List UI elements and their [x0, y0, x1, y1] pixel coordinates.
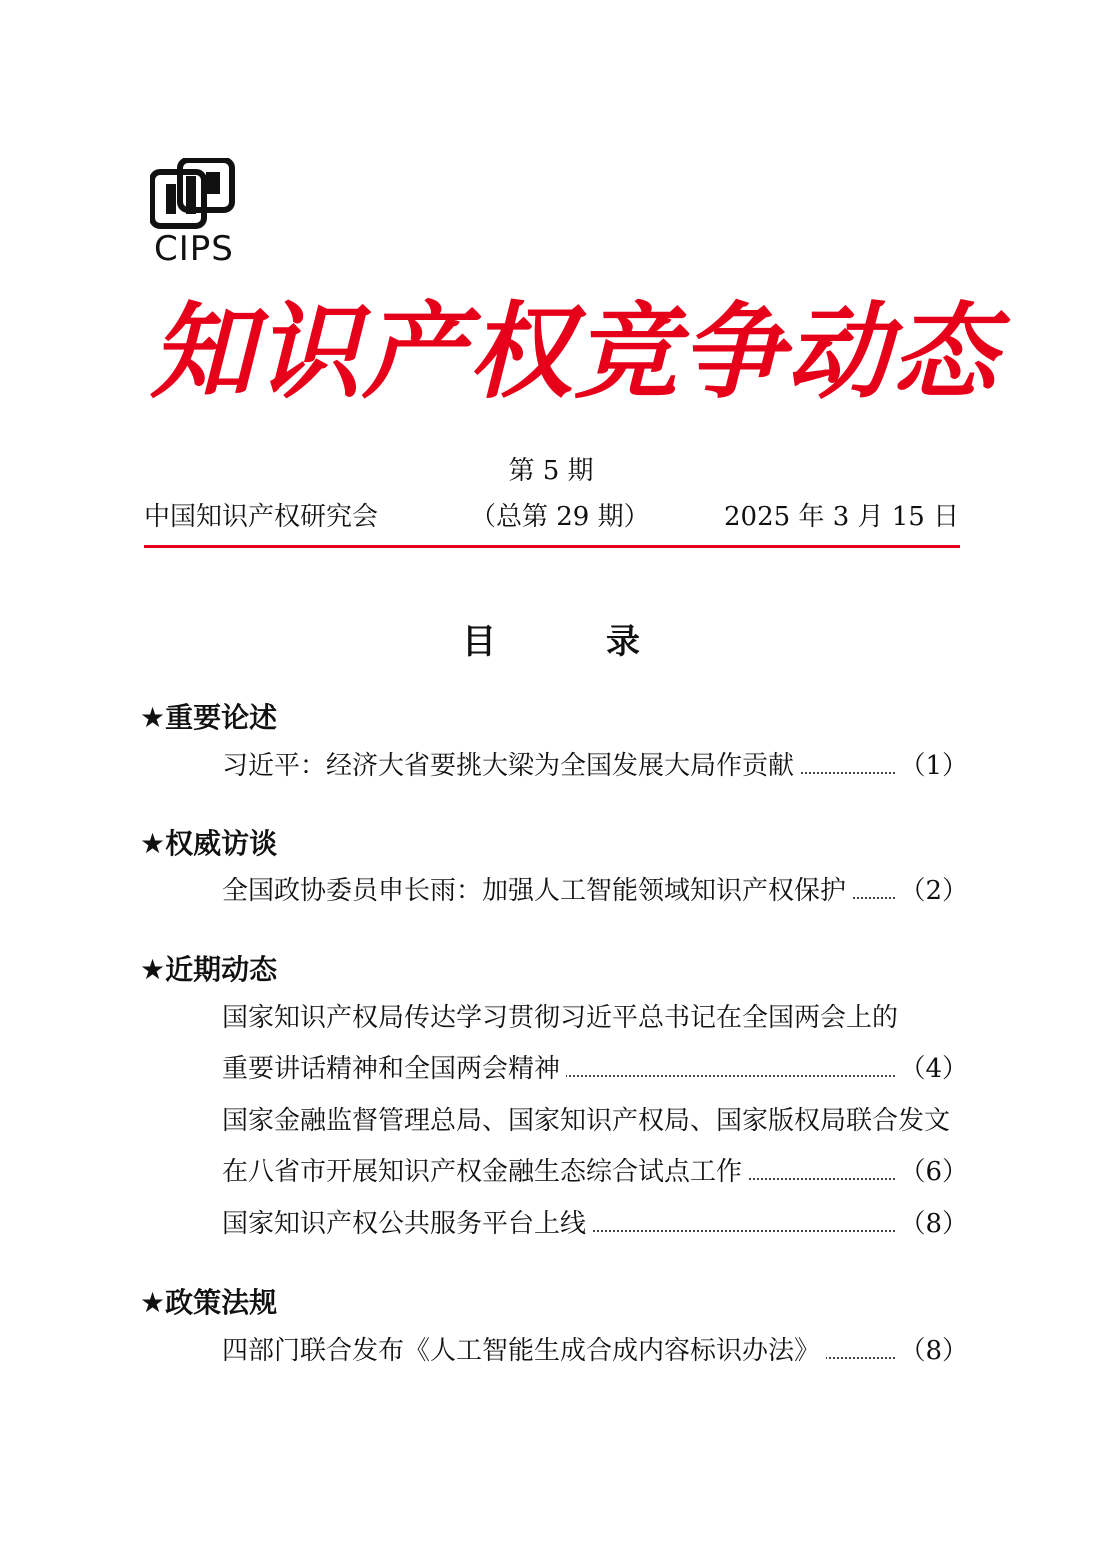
toc-entry-page: （4）	[895, 1051, 968, 1087]
section-heading: ★政策法规	[140, 1286, 278, 1319]
section-heading: ★近期动态	[140, 953, 278, 986]
logo-text: CIPS	[154, 229, 234, 269]
toc-entry-title: 四部门联合发布《人工智能生成合成内容标识办法》	[222, 1336, 826, 1366]
toc-entry-page: （6）	[895, 1154, 968, 1190]
toc-entry-title: 全国政协委员申长雨：加强人工智能领域知识产权保护	[222, 876, 852, 906]
toc-title-left: 目	[462, 622, 496, 662]
section-heading: ★重要论述	[140, 701, 278, 734]
toc-entry-page: （8）	[895, 1333, 968, 1369]
cips-logo-icon	[150, 158, 236, 230]
toc-entry[interactable]	[222, 1206, 968, 1242]
header-divider	[144, 545, 960, 548]
logo	[150, 158, 240, 269]
toc-entry-title: 重要讲话精神和全国两会精神	[222, 1054, 566, 1084]
toc-entry[interactable]	[222, 1154, 968, 1190]
toc-entry-title: 在八省市开展知识产权金融生态综合试点工作	[222, 1157, 748, 1187]
issue-date: 2025 年 3 月 15 日	[724, 502, 960, 532]
publisher: 中国知识产权研究会	[144, 502, 379, 532]
toc-entry[interactable]	[222, 748, 968, 784]
toc-entry[interactable]	[222, 873, 968, 909]
toc-entry-page: （2）	[895, 873, 968, 909]
issue-number: 第 5 期	[508, 456, 594, 486]
toc-entry[interactable]	[222, 1051, 968, 1087]
toc-entry-page: （1）	[895, 748, 968, 784]
toc-entry-title: 习近平：经济大省要挑大梁为全国发展大局作贡献	[222, 751, 800, 781]
toc-entry-line1[interactable]: 国家金融监督管理总局、国家知识产权局、国家版权局联合发文	[222, 1106, 951, 1136]
section-heading: ★权威访谈	[140, 827, 278, 860]
toc-entry-title: 国家知识产权公共服务平台上线	[222, 1209, 592, 1239]
masthead-title: 知识产权竞争动态	[150, 290, 999, 413]
toc-title	[0, 614, 1102, 663]
issue-info-row	[144, 496, 962, 532]
total-issue: （总第 29 期）	[470, 502, 650, 532]
toc-entry-line1[interactable]: 国家知识产权局传达学习贯彻习近平总书记在全国两会上的	[222, 1003, 899, 1033]
toc-title-right: 录	[606, 622, 640, 662]
toc-entry[interactable]	[222, 1333, 968, 1369]
toc-entry-page: （8）	[895, 1206, 968, 1242]
